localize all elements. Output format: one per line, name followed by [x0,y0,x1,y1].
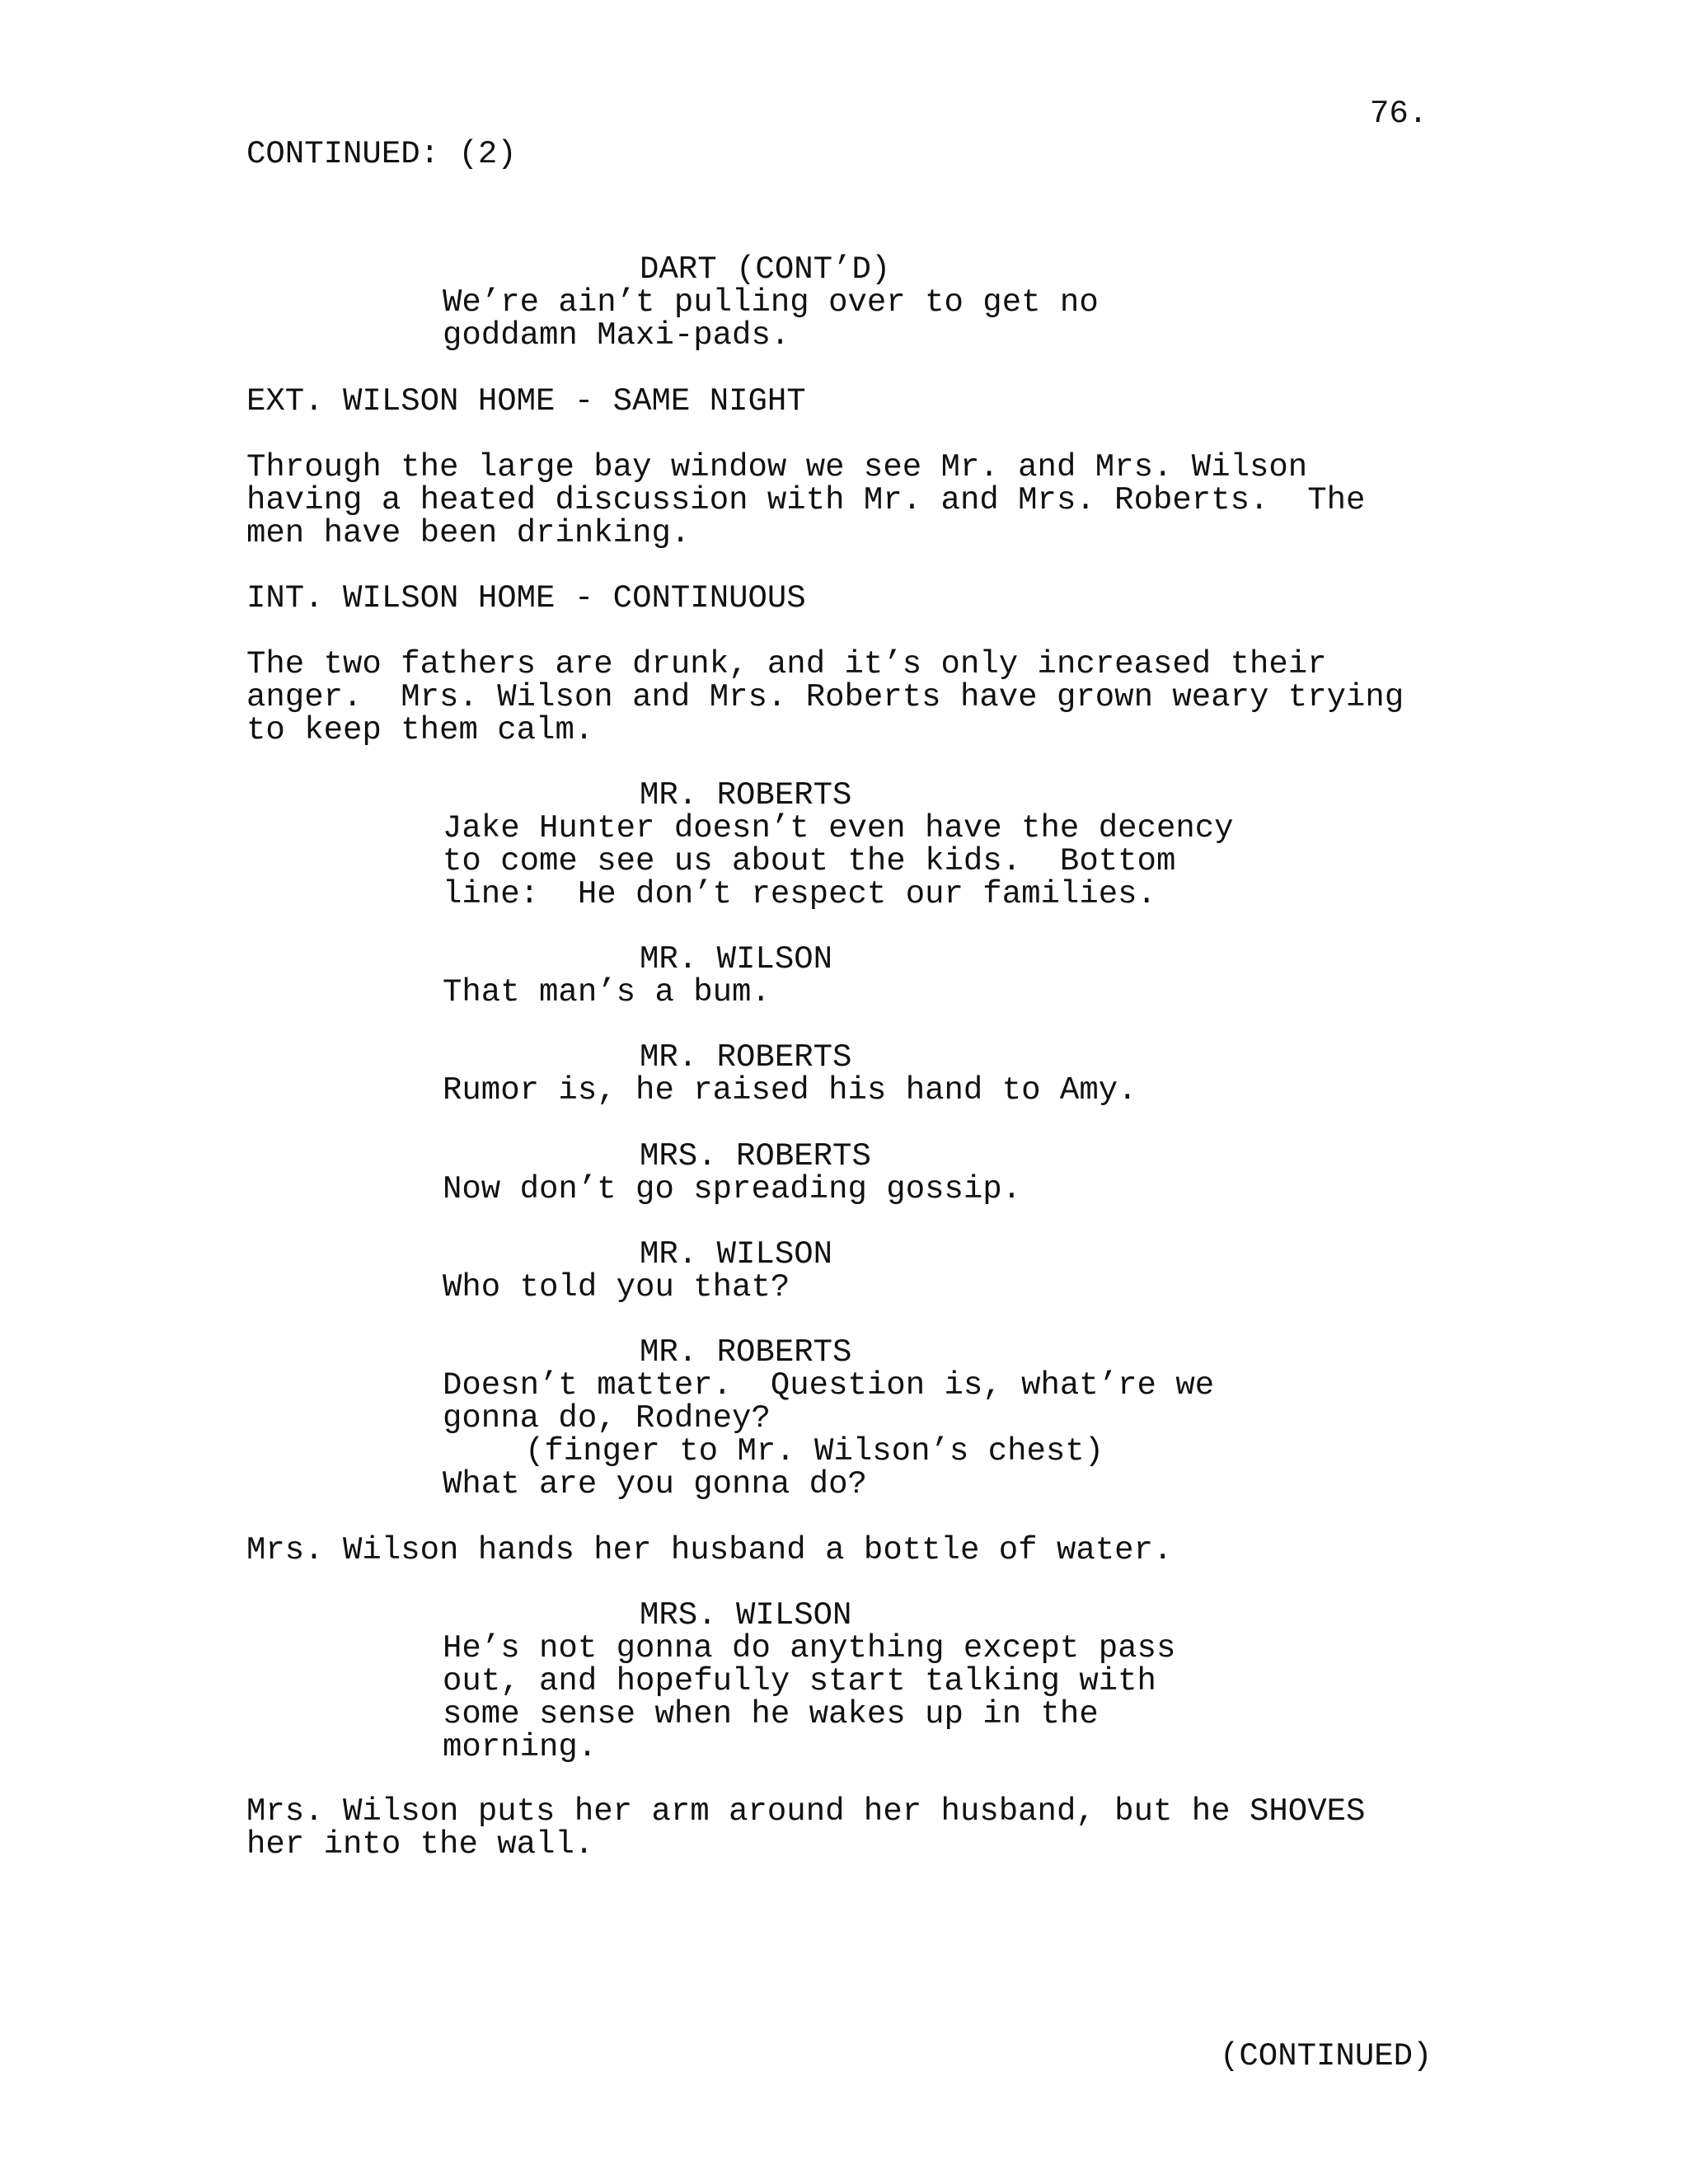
dialogue-line: Doesn’t matter. Question is, what’re we [443,1367,1215,1404]
page-number: 76. [1370,96,1428,132]
dialogue-block [443,1271,790,1304]
character-cue: MR. ROBERTS [640,1039,852,1076]
dialogue-line: What are you gonna do? [443,1466,867,1502]
scene-heading: INT. WILSON HOME - CONTINUOUS [246,580,806,616]
dialogue-block [443,1369,1214,1435]
dialogue-line: Now don’t go spreading gossip. [443,1171,1022,1207]
dialogue-line: line: He don’t respect our families. [443,876,1156,912]
action-line: The two fathers are drunk, and it’s only increased their [246,646,1327,682]
action-line: to keep them calm. [246,712,594,748]
action-block [246,1534,1172,1567]
action-line: Mrs. Wilson hands her husband a bottle of water. [246,1532,1173,1568]
dialogue-block [443,1173,1021,1206]
dialogue-line: That man’s a bum. [443,974,771,1010]
dialogue-line: Who told you that? [443,1269,790,1305]
dialogue-block [443,1468,867,1501]
dialogue-block [443,286,1099,352]
dialogue-line: to come see us about the kids. Bottom [443,843,1176,879]
dialogue-block [443,1074,1137,1107]
dialogue-block [443,1632,1175,1764]
parenthetical: (finger to Mr. Wilson’s chest) [525,1433,1104,1469]
action-line: Through the large bay window we see Mr. and Mrs. Wilson [246,449,1308,485]
dialogue-line: We’re ain’t pulling over to get no [443,284,1099,321]
character-cue: MRS. ROBERTS [640,1138,871,1174]
dialogue-line: Rumor is, he raised his hand to Amy. [443,1072,1137,1108]
character-cue: MR. WILSON [640,1236,833,1272]
character-cue: DART (CONT’D) [640,251,891,288]
action-line: anger. Mrs. Wilson and Mrs. Roberts have grown weary trying [246,679,1404,715]
character-cue: MR. WILSON [640,941,833,977]
dialogue-line: He’s not gonna do anything except pass [443,1630,1176,1666]
continued-header: CONTINUED: (2) [246,136,517,172]
dialogue-line: Jake Hunter doesn’t even have the decency [443,810,1234,846]
dialogue-block [443,976,771,1009]
dialogue-line: morning. [443,1729,598,1765]
action-block [246,648,1404,747]
action-line: having a heated discussion with Mr. and Mrs. Roberts. The [246,482,1366,518]
dialogue-line: gonna do, Rodney? [443,1400,771,1436]
scene-heading: EXT. WILSON HOME - SAME NIGHT [246,383,806,419]
action-line: Mrs. Wilson puts her arm around her husband, but he SHOVES [246,1793,1366,1830]
character-cue: MR. ROBERTS [640,777,852,813]
character-cue: MRS. WILSON [640,1597,852,1633]
dialogue-line: some sense when he wakes up in the [443,1696,1099,1732]
action-block [246,1795,1365,1861]
action-line: her into the wall. [246,1826,594,1863]
continued-footer: (CONTINUED) [1220,2038,1432,2074]
dialogue-line: out, and hopefully start talking with [443,1663,1156,1699]
dialogue-line: goddamn Maxi-pads. [443,317,790,354]
action-block [246,451,1365,550]
character-cue: MR. ROBERTS [640,1334,852,1371]
action-line: men have been drinking. [246,515,691,551]
dialogue-block [443,812,1234,911]
